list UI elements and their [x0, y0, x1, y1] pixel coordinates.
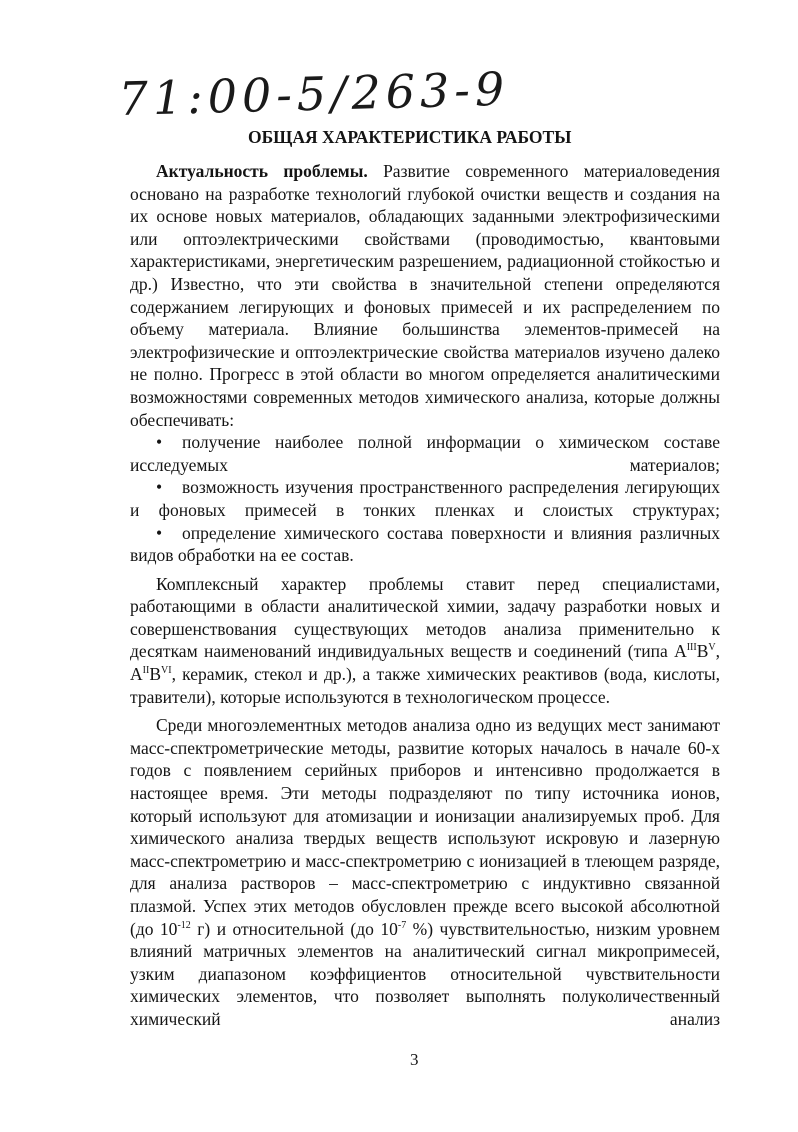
paragraph-lead: Актуальность проблемы.: [156, 161, 368, 181]
bullet-icon: •: [156, 477, 163, 498]
exponent: -7: [397, 919, 407, 931]
bullet-icon: •: [156, 432, 163, 453]
page-title: ОБЩАЯ ХАРАКТЕРИСТИКА РАБОТЫ: [248, 127, 572, 147]
paragraph-methods: Среди многоэлементных методов анализа одно из ведущих мест занимают масс-спектрометрические методы, развитие которых началось в начале 60-х годов с появлением серийных приборов и интенсивно продолжается в настоящее время. Эти методы подразделяют по типу источника ионов, который используют для атомизации и ионизации анализируемых проб. Для химического анализа твердых веществ используют искровую и лазерную масс-спектрометрию и масс-спектрометрию с ионизацией в тлеющем разряде, для анализа растворов – масс-спектрометрию с индуктивно связанной плазмой. Успех этих методов обусловлен прежде всего высокой абсолютной (до $10^{-12}$ г) и относительной (до $10^{-7}$ %) чувствительностью, низким уровнем влияний матричных элементов на аналитический сигнал микропримесей, узким диапазоном коэффициентов относительной чувствительности химических элементов, что позволяет выполнять полуколичественный химический анализ: [130, 715, 720, 1029]
archive-code-handwritten: 71:00-5/263-9: [118, 61, 510, 126]
bullet-item: • получение наиболее полной информации о химическом составе исследуемых материалов;: [130, 432, 720, 475]
paragraph-complexity: Комплексный характер проблемы ставит перед специалистами, работающими в области аналитической химии, задачу разработки новых и совершенствования существующих методов анализа применительно к десяткам наименований индивидуальных веществ и соединений (типа $A^{III}B^V$, $A^{II}B^{VI}$, керамик, стекол и др.), а также химических реактивов (вода, кислоты, травители), которые используются в технологическом процессе.: [130, 573, 721, 707]
formula-a3b5: $A^{III}B^V$: [674, 641, 716, 662]
exponent: -12: [177, 919, 191, 931]
body-text: [130, 160, 720, 1031]
paragraph-text: Развитие современного материаловедения основано на разработке технологий глубокой очистки веществ и создания на их основе новых материалов, обладающих заданными электрофизическими или оптоэлектрическими свойствами (проводимостью, квантовыми характеристиками, энергетическим разрешением, радиационной стойкостью и др.) Известно, что эти свойства в значительной степени определяются содержанием легирующих и фоновых примесей и их распределением по объему материала. Влияние большинства элементов-примесей на электрофизические и оптоэлектрические свойства материалов изучено далеко не полно. Прогресс в этой области во многом определяется аналитическими возможностями современных методов химического анализа, которые должны обеспечивать:: [130, 161, 720, 430]
bullet-icon: •: [156, 522, 163, 543]
formula-a2b6: $A^{II}B^{VI}$: [130, 664, 172, 685]
page-number: 3: [410, 1050, 419, 1069]
paragraph-relevance: [130, 160, 720, 431]
bullet-item: • определение химического состава поверхности и влияния различных видов обработки на ее состав.: [130, 522, 720, 566]
bullet-item: • возможность изучения пространственного распределения легирующих и фоновых примесей в тонких пленках и слоистых структурах;: [130, 477, 720, 520]
